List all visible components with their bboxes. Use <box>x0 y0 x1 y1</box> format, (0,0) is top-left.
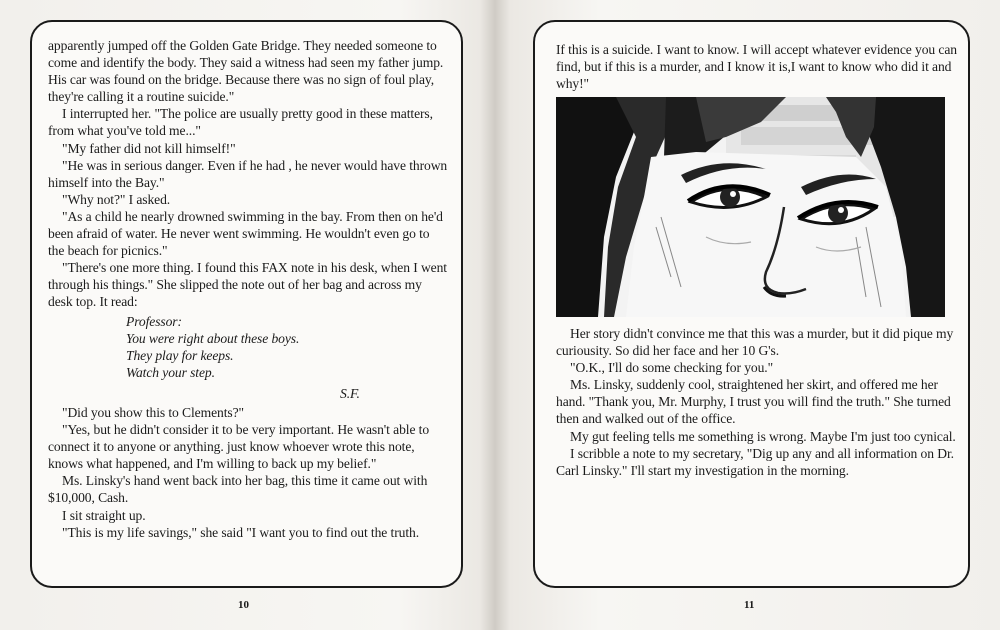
fax-note-line: Watch your step. <box>126 364 215 380</box>
paragraph: "Yes, but he didn't consider it to be very important. He wasn't able to connect it to anyone or anything. just know whoever wrote this note, knows what happened, and I'm willing to back up my belief." <box>48 422 430 472</box>
right-page-text-top <box>556 41 960 92</box>
paragraph: Her story didn't convince me that this was a murder, but it did pique my curiousity. So did her face and her 10 G's. <box>556 326 954 359</box>
page-number: 10 <box>238 599 249 611</box>
page-number: 11 <box>744 599 755 611</box>
paragraph: Ms. Linsky, suddenly cool, straightened her skirt, and offered me her hand. "Thank you, Mr. Murphy, I trust you will find the truth." She turned then and walked out of the office. <box>556 377 951 427</box>
fax-note-line: You were right about these boys. <box>126 330 300 346</box>
paragraph: "This is my life savings," she said "I want you to find out the truth. <box>62 524 420 540</box>
woman-eyes-icon <box>556 97 945 317</box>
paragraph: "O.K., I'll do some checking for you." <box>570 360 774 376</box>
right-page <box>505 0 1000 630</box>
paragraph: "Why not?" I asked. <box>62 191 171 207</box>
paragraph: "As a child he nearly drowned swimming in the bay. From then on he'd been afraid of water. He never went swimming. He wouldn't even go to the beach for picnics." <box>48 208 443 259</box>
paragraph: Ms. Linsky's hand went back into her bag, this time it came out with $10,000, Cash. <box>48 473 428 506</box>
paragraph: My gut feeling tells me something is wrong. Maybe I'm just too cynical. <box>570 428 956 444</box>
paragraph: I scribble a note to my secretary, "Dig up any and all information on Dr. Carl Linsky." I'll start my investigation in the morning. <box>556 445 954 478</box>
fax-note-line: Professor: <box>126 313 182 329</box>
paragraph: I sit straight up. <box>62 507 146 523</box>
fax-note <box>126 313 448 381</box>
fax-note-signature: S.F. <box>340 385 360 401</box>
woman-eyes-illustration <box>556 97 945 317</box>
paragraph: "He was in serious danger. Even if he had , he never would have thrown himself into the Bay." <box>48 157 448 190</box>
left-page-text <box>48 37 448 541</box>
paragraph: I interrupted her. "The police are usually pretty good in these matters, from what you've told me..." <box>48 106 433 139</box>
fax-note-line: They play for keeps. <box>126 347 234 363</box>
paragraph: "Did you show this to Clements?" <box>62 404 244 420</box>
paragraph: If this is a suicide. I want to know. I will accept whatever evidence you can find, but if this is a murder, and I know it is,I want to know who did it and why!" <box>556 42 957 92</box>
paragraph: "There's one more thing. I found this FAX note in his desk, when I went through his things." She slipped the note out of her bag and across my desk top. It read: <box>48 260 447 310</box>
left-page <box>0 0 495 630</box>
right-page-text-bottom <box>556 325 960 479</box>
paragraph: apparently jumped off the Golden Gate Bridge. They needed someone to come and identify the body. They said a witness had seen my father jump. His car was found on the bridge. Because there was no sign of foul play, they're calling it a routine suicide." <box>48 38 444 105</box>
paragraph: "My father did not kill himself!" <box>62 140 236 156</box>
